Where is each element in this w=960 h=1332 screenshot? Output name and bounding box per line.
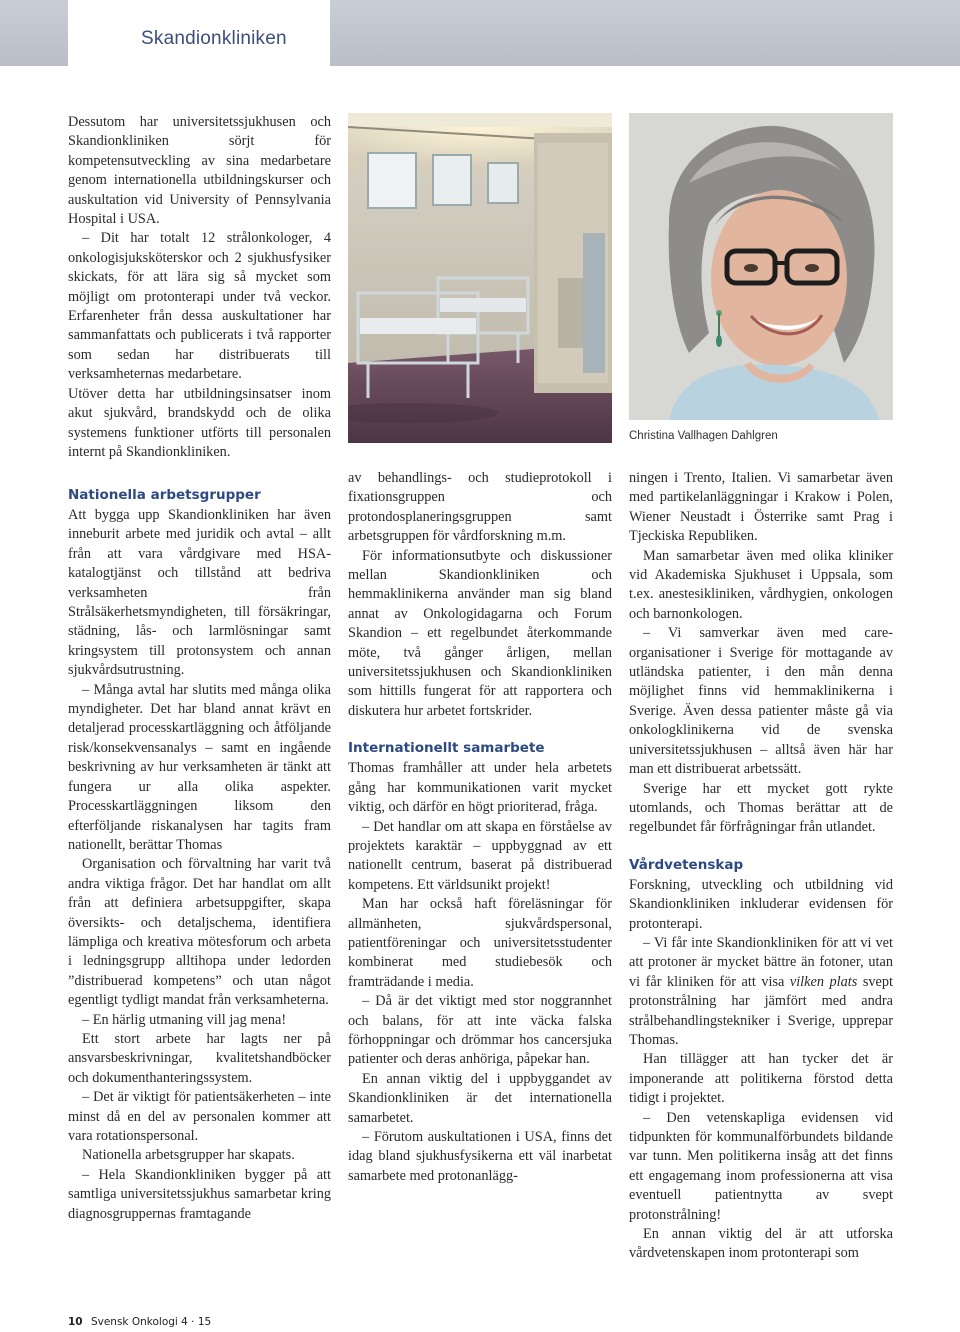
column-2 <box>348 469 612 1186</box>
paragraph: En annan viktig del är att utforska vårdvetenskapen inom protonterapi som <box>629 1226 893 1262</box>
paragraph <box>629 934 893 1050</box>
paragraph: Sverige har ett mycket gott rykte utomlands, och Thomas berättar att de regelbundet får förfrågningar från utlandet. <box>629 780 893 836</box>
paragraph: ningen i Trento, Italien. Vi samarbetar även med partikelanläggningar i Krakow i Polen, Wiener Neustadt i Österrike samt Prag i Tjeckiska Republiken. <box>629 470 893 545</box>
paragraph: En annan viktig del i uppbyggandet av Skandionkliniken är det internationella samarbetet. <box>348 1070 612 1126</box>
section-heading: Internationellt samarbete <box>348 740 545 757</box>
hospital-ward-photo <box>348 113 612 443</box>
paragraph: Man har också haft föreläsningar för allmänheten, sjukvårdspersonal, patientföreningar och universitetsstudenter kombinerat med studiebesök och framträdande i media. <box>348 896 612 990</box>
paragraph: Utöver detta har utbildningsinsatser inom akut sjukvård, brandskydd och de olika systemens funktioner utförts till personalen internt på Skandionkliniken. <box>68 385 331 460</box>
paragraph: – Den vetenskapliga evidensen vid tidpunkten för kommunalförbundets bildande var tunn. Men politikerna insåg att det finns ett engagemang inom professionerna att visa eventuell patientnytta av svept protonstrålning! <box>629 1109 893 1223</box>
portrait-photo <box>629 113 893 420</box>
column-1-top <box>68 113 331 462</box>
column-1-bottom <box>68 486 331 1224</box>
paragraph: – Dit har totalt 12 strålonkologer, 4 onkologisjuksköterskor och 2 sjukhusfysiker skickats, för att lära sig så mycket som möjligt om protonterapi under två veckor. Erfarenheter från dessa auskultationer har sammanfattats och publicerats i två rapporter som sedan har distribuerats till verksamheternas medarbetare. <box>68 230 331 383</box>
portrait-illustration <box>629 113 893 420</box>
paragraph: För informationsutbyte och diskussioner mellan Skandionkliniken och hemmaklinikerna använder man sig bland annat av Onkologidagarna och Forum Skandion – ett regelbundet återkommande möte, två gånger årligen, mellan universitetssjukhusen och Skandionkliniken som hittills fungerat för att rapportera och diskutera hur arbetet fortskrider. <box>348 547 612 719</box>
hospital-ward-illustration <box>348 113 612 443</box>
page-number: 10 <box>68 1316 83 1328</box>
paragraph: Han tillägger att han tycker det är imponerande att politikerna förstod detta tidigt i projektet. <box>629 1051 893 1107</box>
paragraph: – Många avtal har slutits med många olika myndigheter. Det har bland annat krävt en detaljerad processkartläggning och åtföljande risk/konsekvensanalys – samt en ingående beskrivning av hur verksamheten är tänkt att fungera ur alla olika aspekter. Processkartläggningen liksom den efterföljande riskanalysen har tagits fram nationellt, berättar Thomas <box>68 681 331 853</box>
paragraph: Organisation och förvaltning har varit två andra viktiga frågor. Det har handlat om allt från att definiera arbetsuppgifter, skapa översikts- och detaljschema, identifiera lämpliga och kreativa mötesforum och arbeta i ledningsgrupp alltihopa under ledorden ”distribuerad kompetens” och utan något egentligt tydligt mandat från verksamheterna. <box>68 856 331 1009</box>
paragraph: – Det handlar om att skapa en förståelse av projektets karaktär – uppbyggnad av ett nationellt centrum, baserat på distribuerad kompetens. Ett världsunikt projekt! <box>348 818 612 893</box>
paragraph: Man samarbetar även med olika kliniker vid Akademiska Sjukhuset i Uppsala, som t.ex. anestesikliniken, vårdhygien, onkologen och barnonkologen. <box>629 547 893 622</box>
paragraph: Nationella arbetsgrupper har skapats. <box>82 1147 295 1164</box>
publication-name: Svensk Onkologi 4 · 15 <box>90 1316 212 1328</box>
section-heading: Vårdvetenskap <box>629 856 744 873</box>
section-tab <box>68 0 330 66</box>
paragraph: – Vi samverkar även med care-organisationer i Sverige för mottagande av utländska patienter, i den mån denna möjlighet finns vid hemmaklinikerna i Sverige. Även dessa patienter måste gå via onkologklinikerna vid de svenska universitetssjukhusen – alltså även här har man ett distribuerat arbetssätt. <box>629 625 893 778</box>
paragraph: Thomas framhåller att under hela arbetets gång har kommunikationen varit mycket viktig, och därför en högt prioriterad, fråga. <box>348 760 612 816</box>
paragraph: – Då är det viktigt med stor noggrannhet och balans, för att inte väcka falska förhoppningar och drömmar hos cancersjuka patienter och deras anhöriga, påpekar han. <box>348 993 612 1068</box>
section-heading: Nationella arbetsgrupper <box>68 487 261 503</box>
paragraph: Dessutom har universitetssjukhusen och Skandionkliniken sörjt för kompetensutveckling av sina medarbetare genom internationella utbildningskurser och auskultation vid University of Pennsylvania Hospital i USA. <box>68 114 331 228</box>
paragraph: – En härlig utmaning vill jag mena! <box>82 1011 287 1028</box>
paragraph: Forskning, utveckling och utbildning vid Skandionkliniken inkluderar evidensen för protonterapi. <box>629 876 893 932</box>
paragraph: – Förutom auskultationen i USA, finns det idag bland sjukhusfysikerna ett väl inarbetat samarbete med protonanlägg- <box>348 1129 612 1184</box>
paragraph: – Det är viktigt för patientsäkerheten – inte minst då en del av personalen kommer att vara rotationspersonal. <box>68 1089 331 1144</box>
paragraph: Att bygga upp Skandionkliniken har även inneburit arbete med juridik och avtal – allt från att vara vårdgivare med HSA-katalogtjänst och tillstånd att bedriva verksamheten från Strålsäkerhetsmyndigheten, till försäkringar, städning, lås- och larmlösningar samt kringsystem till protonsystem och annan sjukvårdsutrustning. <box>68 507 331 679</box>
paragraph: av behandlings- och studieprotokoll i fixationsgruppen och protondosplaneringsgruppen samt arbetsgruppen för vårdforskning m.m. <box>348 470 612 545</box>
paragraph: – Hela Skandionkliniken bygger på att samtliga universitetssjukhus samarbetar kring diagnosgruppernas framtagande <box>68 1166 331 1222</box>
section-title: Skandionkliniken <box>141 28 287 49</box>
column-3 <box>629 469 893 1264</box>
text-run: – Vi får inte Skandionkliniken för att vi vet att protoner är mycket bättre än fotoner, utan vi får kliniken för att visa <box>629 934 893 990</box>
photo-caption: Christina Vallhagen Dahlgren <box>629 430 778 442</box>
page-footer <box>68 1316 211 1328</box>
text-run: svept protonstrålning har jämfört med andra strålbehandlingstekniker i Sverige, upprepar Thomas. <box>629 973 893 1048</box>
emphasis: vilken plats <box>789 973 858 990</box>
paragraph: Ett stort arbete har lagts ner på ansvarsbeskrivningar, kvalitetshandböcker och dokumenthanteringssystem. <box>68 1030 331 1086</box>
